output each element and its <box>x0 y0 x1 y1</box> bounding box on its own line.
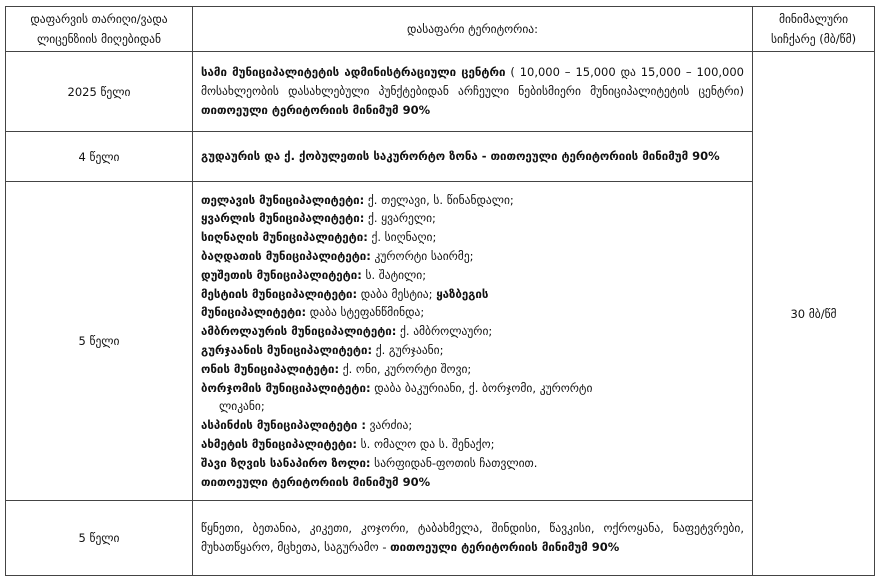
coverage-table <box>5 6 875 576</box>
territory-coverage: თითოეული ტერიტორიის მინიმუმ 90% <box>390 540 620 554</box>
municipality-line: ახმეტის მუნიციპალიტეტი: ს. ომალო და ს. შენაქო; <box>201 436 495 451</box>
table-row <box>6 501 875 576</box>
territory-cell <box>193 182 753 501</box>
territory-cell <box>193 132 753 182</box>
municipality-line: ასპინძის მუნიციპალიტეტი : ვარძია; <box>201 418 413 433</box>
min-speed-cell: 30 მბ/წმ <box>753 52 875 576</box>
coverage-line: თითოეული ტერიტორიის მინიმუმ 90% <box>201 474 431 489</box>
header-deadline: დაფარვის თარიღი/ვადა ლიცენზიის მიღებიდან <box>6 7 193 52</box>
territory-text: ( 10,000 – 15,000 და 15,000 – 100,000 მოსახლეობის დასახლებული პუნქტებიდან არჩეული ნებისმიერი მუნიციპალიტეტის ცენტრი) <box>201 65 745 99</box>
municipality-line: ბაღდათის მუნიციპალიტეტი: კურორტი საირმე; <box>201 249 474 264</box>
header-min-speed: მინიმალური სიჩქარე (მბ/წმ) <box>753 7 875 52</box>
municipality-line: თელავის მუნიციპალიტეტი: ქ. თელავი, ს. წინანდალი; <box>201 192 514 207</box>
municipality-line: მესტიის მუნიციპალიტეტი: დაბა მესტია; ყაზბეგის <box>201 286 489 301</box>
deadline-cell: 2025 წელი <box>6 52 193 132</box>
municipality-line: ლიკანი; <box>219 399 265 414</box>
table-row <box>6 52 875 132</box>
deadline-cell: 5 წელი <box>6 501 193 576</box>
municipality-line: დუშეთის მუნიციპალიტეტი: ს. შატილი; <box>201 267 427 282</box>
territory-coverage: თითოეული ტერიტორიის მინიმუმ 90% <box>201 102 431 117</box>
municipality-line: ბორჯომის მუნიციპალიტეტი: დაბა ბაკურიანი, ქ. ბორჯომი, კურორტი <box>201 380 593 395</box>
header-territory: დასაფარი ტერიტორია: <box>193 7 753 52</box>
municipality-line: სიღნაღის მუნიციპალიტეტი: ქ. სიღნაღი; <box>201 230 437 245</box>
table-header-row <box>6 7 875 52</box>
territory-text: წყნეთი, ბეთანია, კიკეთი, კოჯორი, ტაბახმელა, შინდისი, წავკისი, ოქროყანა, ნაფეტვრები, მუხათწყარო, მცხეთა, საგურამო - <box>201 521 744 554</box>
municipality-line: ონის მუნიციპალიტეტი: ქ. ონი, კურორტი შოვი; <box>201 361 472 376</box>
municipality-line: მუნიციპალიტეტი: დაბა სტეფანწმინდა; <box>201 305 425 320</box>
table-row <box>6 182 875 501</box>
territory-bold: გუდაურის და ქ. ქობულეთის საკურორტო ზონა - თითოეული ტერიტორიის მინიმუმ 90% <box>201 149 720 164</box>
territory-cell <box>193 501 753 576</box>
municipality-line: ყვარლის მუნიციპალიტეტი: ქ. ყვარელი; <box>201 211 436 226</box>
deadline-cell: 5 წელი <box>6 182 193 501</box>
municipality-line: გურჯაანის მუნიციპალიტეტი: ქ. გურჯაანი; <box>201 343 444 357</box>
municipality-line: ამბროლაურის მუნიციპალიტეტი: ქ. ამბროლაური; <box>201 324 493 339</box>
municipality-line: შავი ზღვის სანაპირო ზოლი: სარფიდან-ფოთის ჩათვლით. <box>201 455 538 470</box>
territory-cell <box>193 52 753 132</box>
deadline-cell: 4 წელი <box>6 132 193 182</box>
territory-bold: სამი მუნიციპალიტეტის ადმინისტრაციული ცენტრი <box>201 65 506 80</box>
table-row <box>6 132 875 182</box>
